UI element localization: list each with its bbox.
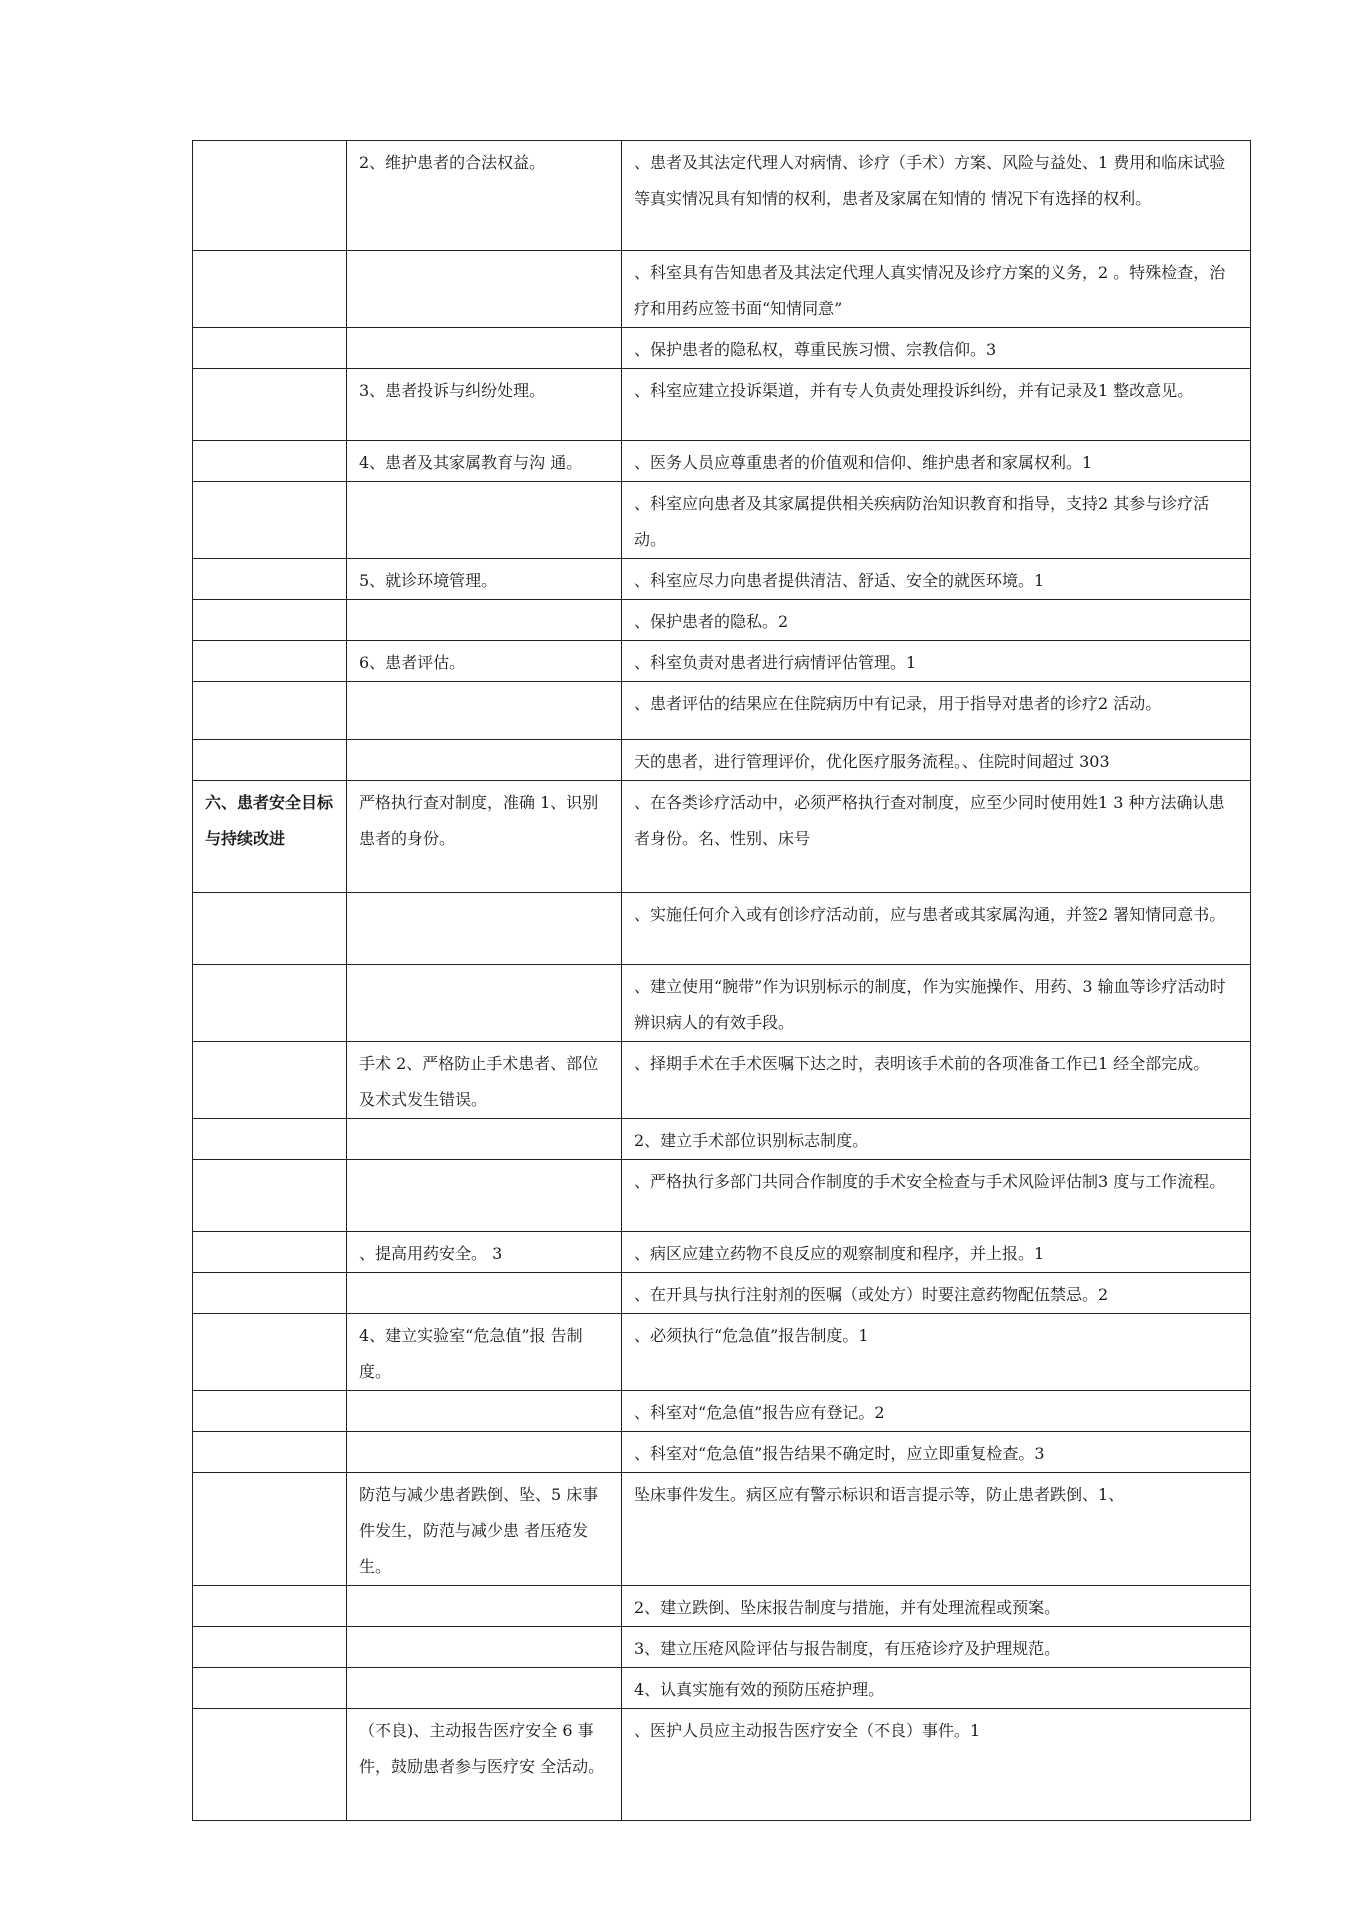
item-cell [347,600,622,641]
table-row [193,1586,1251,1627]
table-row [193,965,1251,1042]
section-cell [193,1391,347,1432]
table-row [193,141,1251,251]
item-cell [347,1273,622,1314]
standard-cell: 2、建立跌倒、坠床报告制度与措施，并有处理流程或预案。 [622,1586,1251,1627]
table-row [193,1709,1251,1821]
table-row [193,1042,1251,1119]
table-row [193,482,1251,559]
table-row [193,328,1251,369]
section-cell [193,1232,347,1273]
standards-table [192,140,1251,1821]
table-row [193,369,1251,441]
table-row [193,1273,1251,1314]
section-cell [193,1042,347,1119]
section-cell [193,1119,347,1160]
table-row [193,641,1251,682]
item-cell: （不良)、主动报告医疗安全 6 事件，鼓励患者参与医疗安 全活动。 [347,1709,622,1821]
table-row [193,781,1251,893]
item-cell [347,482,622,559]
item-cell: 4、建立实验室“危急值”报 告制度。 [347,1314,622,1391]
item-cell: 、提高用药安全。 3 [347,1232,622,1273]
table-row [193,1668,1251,1709]
item-cell: 6、患者评估。 [347,641,622,682]
section-cell [193,559,347,600]
table-row [193,600,1251,641]
section-cell [193,369,347,441]
section-cell [193,141,347,251]
standard-cell: 、病区应建立药物不良反应的观察制度和程序，并上报。1 [622,1232,1251,1273]
section-cell [193,600,347,641]
item-cell [347,1160,622,1232]
item-cell: 防范与减少患者跌倒、坠、5 床事件发生，防范与减少患 者压疮发生。 [347,1473,622,1586]
item-cell [347,1432,622,1473]
standard-cell: 、择期手术在手术医嘱下达之时，表明该手术前的各项准备工作已1 经全部完成。 [622,1042,1251,1119]
table-row [193,1391,1251,1432]
standard-cell: 天的患者，进行管理评价，优化医疗服务流程。、住院时间超过 303 [622,740,1251,781]
standard-cell: 、科室应尽力向患者提供清洁、舒适、安全的就医环境。1 [622,559,1251,600]
standard-cell: 、科室应向患者及其家属提供相关疾病防治知识教育和指导，支持2 其参与诊疗活动。 [622,482,1251,559]
section-cell [193,1473,347,1586]
section-heading: 六、患者安全目标与持续改进 [193,781,347,893]
section-cell [193,965,347,1042]
item-cell [347,965,622,1042]
table-row [193,1473,1251,1586]
item-cell: 5、就诊环境管理。 [347,559,622,600]
item-cell [347,1119,622,1160]
standard-cell: 、保护患者的隐私。2 [622,600,1251,641]
standard-cell: 坠床事件发生。病区应有警示标识和语言提示等，防止患者跌倒、1、 [622,1473,1251,1586]
item-cell [347,682,622,740]
table-row [193,740,1251,781]
standard-cell: 、科室应建立投诉渠道，并有专人负责处理投诉纠纷，并有记录及1 整改意见。 [622,369,1251,441]
item-cell [347,328,622,369]
section-cell [193,1273,347,1314]
table-row [193,251,1251,328]
standard-cell: 、实施任何介入或有创诊疗活动前，应与患者或其家属沟通，并签2 署知情同意书。 [622,893,1251,965]
item-cell: 严格执行查对制度，准确 1、识别患者的身份。 [347,781,622,893]
item-cell: 2、维护患者的合法权益。 [347,141,622,251]
item-cell [347,1586,622,1627]
table-row [193,1232,1251,1273]
section-cell [193,482,347,559]
standard-cell: 、科室负责对患者进行病情评估管理。1 [622,641,1251,682]
table-row [193,1627,1251,1668]
item-cell [347,1668,622,1709]
section-cell [193,682,347,740]
section-cell [193,1668,347,1709]
standard-cell: 、患者及其法定代理人对病情、诊疗（手术）方案、风险与益处、1 费用和临床试验等真实情况具有知情的权利，患者及家属在知情的 情况下有选择的权利。 [622,141,1251,251]
item-cell [347,251,622,328]
section-cell [193,1432,347,1473]
standard-cell: 、科室对“危急值”报告应有登记。2 [622,1391,1251,1432]
standard-cell: 、患者评估的结果应在住院病历中有记录，用于指导对患者的诊疗2 活动。 [622,682,1251,740]
section-cell [193,1160,347,1232]
table-row [193,1314,1251,1391]
standard-cell: 、医护人员应主动报告医疗安全（不良）事件。1 [622,1709,1251,1821]
section-cell [193,740,347,781]
section-cell [193,1709,347,1821]
section-cell [193,251,347,328]
standard-cell: 、医务人员应尊重患者的价值观和信仰、维护患者和家属权利。1 [622,441,1251,482]
item-cell: 4、患者及其家属教育与沟 通。 [347,441,622,482]
standard-cell: 4、认真实施有效的预防压疮护理。 [622,1668,1251,1709]
table-row [193,1432,1251,1473]
standard-cell: 、科室具有告知患者及其法定代理人真实情况及诊疗方案的义务，2 。特殊检查，治疗和用药应签书面“知情同意” [622,251,1251,328]
table-row [193,682,1251,740]
section-cell [193,328,347,369]
standard-cell: 、在各类诊疗活动中，必须严格执行查对制度，应至少同时使用姓1 3 种方法确认患者身份。名、性别、床号 [622,781,1251,893]
standard-cell: 3、建立压疮风险评估与报告制度，有压疮诊疗及护理规范。 [622,1627,1251,1668]
standard-cell: 、必须执行“危急值”报告制度。1 [622,1314,1251,1391]
table-row [193,1119,1251,1160]
section-cell [193,893,347,965]
table-row [193,441,1251,482]
item-cell [347,1391,622,1432]
section-cell [193,1627,347,1668]
item-cell: 手术 2、严格防止手术患者、部位及术式发生错误。 [347,1042,622,1119]
standard-cell: 、建立使用“腕带”作为识别标示的制度，作为实施操作、用药、3 输血等诊疗活动时辨识病人的有效手段。 [622,965,1251,1042]
section-cell [193,441,347,482]
standard-cell: 2、建立手术部位识别标志制度。 [622,1119,1251,1160]
item-cell [347,893,622,965]
section-cell [193,641,347,682]
table-row [193,559,1251,600]
item-cell [347,1627,622,1668]
section-cell [193,1586,347,1627]
table-row [193,1160,1251,1232]
standard-cell: 、保护患者的隐私权，尊重民族习惯、宗教信仰。3 [622,328,1251,369]
standard-cell: 、在开具与执行注射剂的医嘱（或处方）时要注意药物配伍禁忌。2 [622,1273,1251,1314]
item-cell [347,740,622,781]
item-cell: 3、患者投诉与纠纷处理。 [347,369,622,441]
table-row [193,893,1251,965]
section-cell [193,1314,347,1391]
standard-cell: 、科室对“危急值”报告结果不确定时，应立即重复检查。3 [622,1432,1251,1473]
standard-cell: 、严格执行多部门共同合作制度的手术安全检查与手术风险评估制3 度与工作流程。 [622,1160,1251,1232]
